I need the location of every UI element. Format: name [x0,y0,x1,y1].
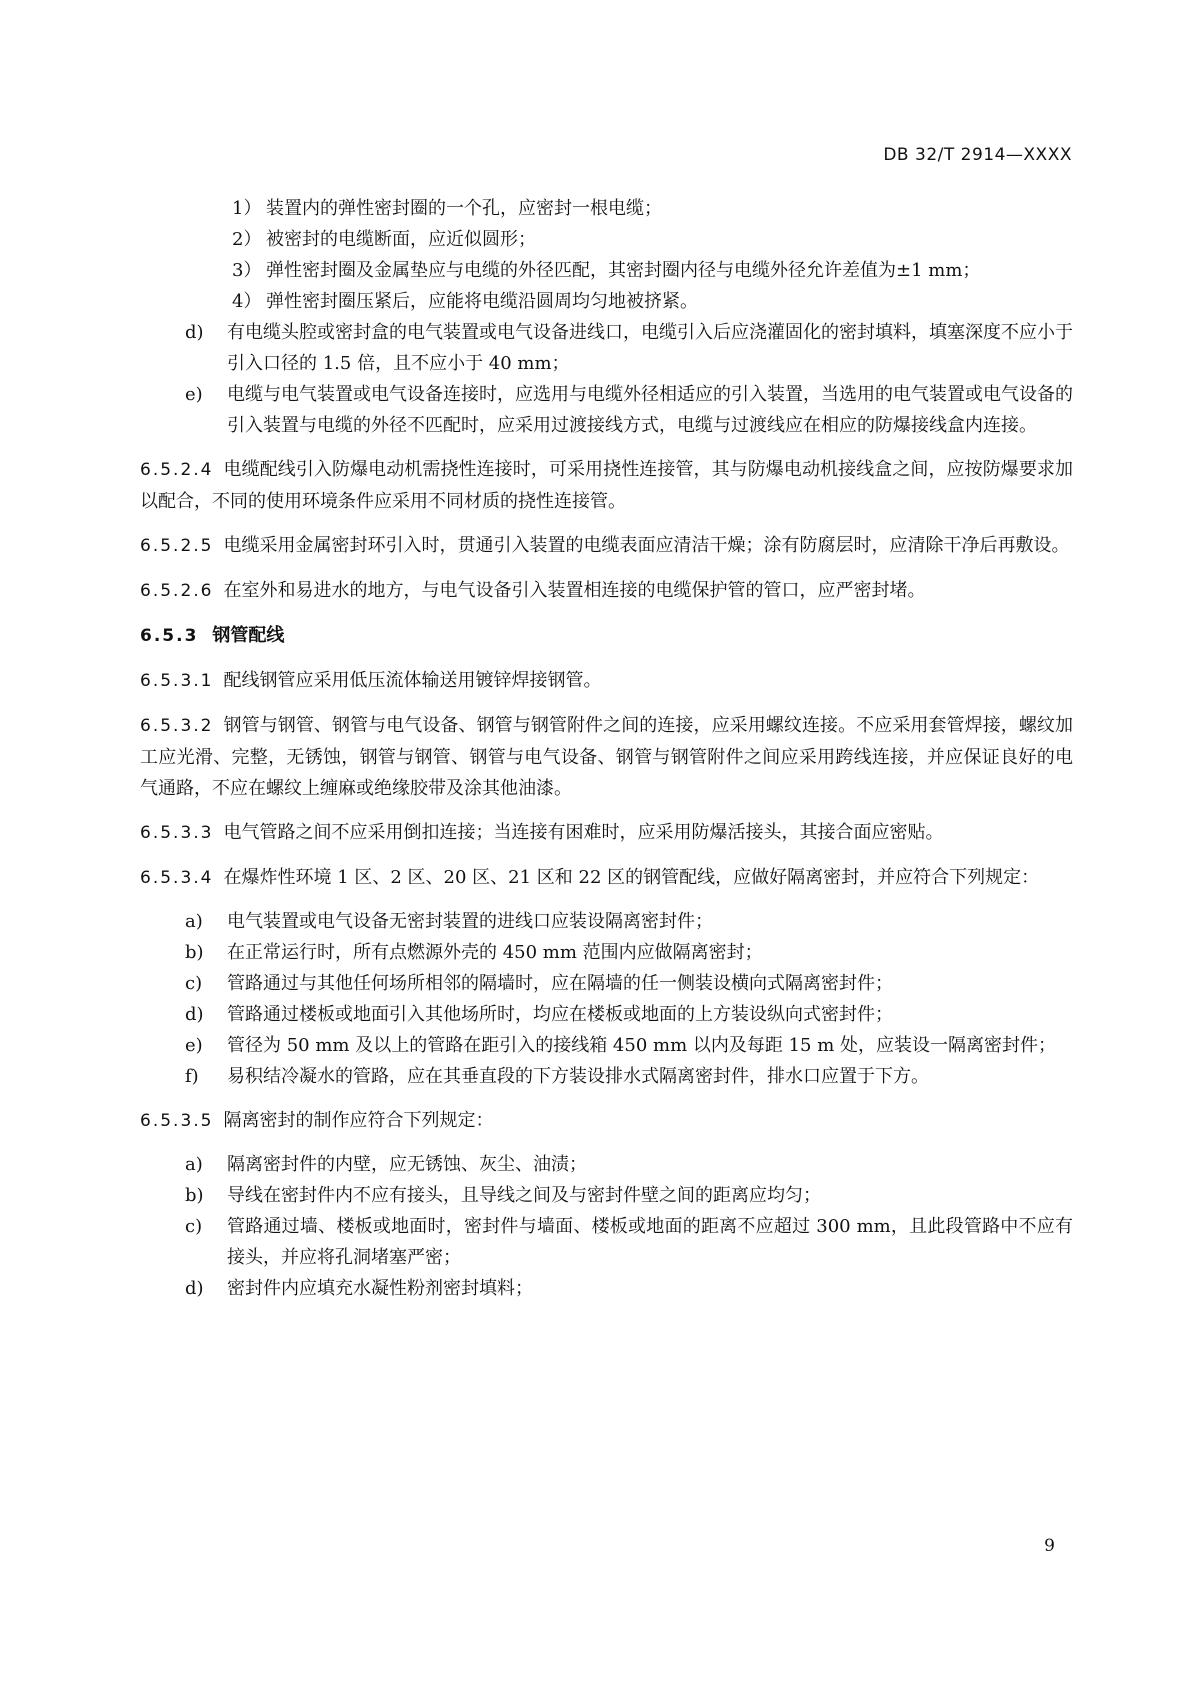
clause-number: 6.5.2.4 [140,460,214,480]
list-marker: d) [185,1278,204,1299]
list-text: 被密封的电缆断面，应近似圆形； [266,229,536,250]
standard-code: DB 32/T 2914—XXXX [883,145,1072,165]
list-item [140,1180,1073,1211]
list-marker: 3） [232,260,262,281]
clause-number: 6.5.3.3 [140,823,214,843]
clause-6-5-2-4 [140,454,1073,517]
list-text: 装置内的弹性密封圈的一个孔，应密封一根电缆； [266,198,662,219]
list-item [140,224,1073,255]
list-marker: 1） [232,198,262,219]
clause-text: 配线钢管应采用低压流体输送用镀锌焊接钢管。 [223,670,602,691]
clause-6-5-3-2 [140,710,1073,804]
list-marker: a) [185,1154,203,1175]
clause-number: 6.5.2.5 [140,536,214,556]
clause-text: 电缆采用金属密封环引入时，贯通引入装置的电缆表面应清洁干燥；涂有防腐层时，应清除干净后再敷设。 [223,535,1070,556]
list-item [140,999,1073,1030]
list-item [140,906,1073,937]
list-item [140,379,1073,441]
list-text: 在正常运行时，所有点燃源外壳的 450 mm 范围内应做隔离密封； [227,942,763,963]
list-text: 密封件内应填充水凝性粉剂密封填料； [227,1278,533,1299]
list-text: 隔离密封件的内壁，应无锈蚀、灰尘、油渍； [227,1154,587,1175]
list-item [140,286,1073,317]
clause-text: 在爆炸性环境 1 区、2 区、20 区、21 区和 22 区的钢管配线，应做好隔离密封，并应符合下列规定： [223,867,1040,888]
list-marker: e) [185,384,203,405]
list-item [140,255,1073,286]
clause-6-5-3-1 [140,665,1073,697]
list-item [140,193,1073,224]
clause-number: 6.5.3.2 [140,716,214,736]
list-marker: b) [185,942,204,963]
list-text: 管路通过楼板或地面引入其他场所时，均应在楼板或地面的上方装设纵向式密封件； [227,1004,893,1025]
list-marker: e) [185,1035,203,1056]
clause-text: 钢管与钢管、钢管与电气设备、钢管与钢管附件之间的连接，应采用螺纹连接。不应采用套管焊接，螺纹加工应光滑、完整，无锈蚀，钢管与钢管、钢管与电气设备、钢管与钢管附件之间应采用跨线连接，并应保证良好的电气通路，不应在螺纹上缠麻或绝缘胶带及涂其他油漆。 [140,715,1073,799]
clause-6-5-2-5 [140,530,1073,562]
list-text: 有电缆头腔或密封盒的电气装置或电气设备进线口，电缆引入后应浇灌固化的密封填料，填塞深度不应小于引入口径的 1.5 倍，且不应小于 40 mm； [227,322,1073,374]
list-text: 导线在密封件内不应有接头，且导线之间及与密封件壁之间的距离应均匀； [227,1185,821,1206]
list-text: 弹性密封圈压紧后，应能将电缆沿圆周均匀地被挤紧。 [266,291,698,312]
page-number: 9 [1044,1536,1055,1556]
section-title: 钢管配线 [212,625,285,646]
list-item [140,1273,1073,1304]
clause-number: 6.5.3.5 [140,1111,214,1131]
list-marker: d) [185,1004,204,1025]
list-marker: c) [185,973,203,994]
list-marker: c) [185,1216,203,1237]
list-item [140,1061,1073,1092]
section-number: 6.5.3 [140,626,199,646]
list-item [140,937,1073,968]
clause-text: 隔离密封的制作应符合下列规定： [223,1110,494,1131]
clause-text: 电气管路之间不应采用倒扣连接；当连接有困难时，应采用防爆活接头，其接合面应密贴。 [223,822,944,843]
list-text: 易积结冷凝水的管路，应在其垂直段的下方装设排水式隔离密封件，排水口应置于下方。 [227,1066,929,1087]
clause-number: 6.5.2.6 [140,581,214,601]
list-marker: 2） [232,229,262,250]
list-item [140,1149,1073,1180]
list-text: 管径为 50 mm 及以上的管路在距引入的接线箱 450 mm 以内及每距 15 m 处，应装设一隔离密封件； [227,1035,1056,1056]
list-item [140,1211,1073,1273]
clause-number: 6.5.3.1 [140,671,214,691]
clause-6-5-3-3 [140,817,1073,849]
list-item [140,968,1073,999]
list-text: 电气装置或电气设备无密封装置的进线口应装设隔离密封件； [227,911,713,932]
list-text: 管路通过与其他任何场所相邻的隔墙时，应在隔墙的任一侧装设横向式隔离密封件； [227,973,893,994]
list-item [140,1030,1073,1061]
document-body [140,193,1073,1304]
clause-6-5-2-6 [140,575,1073,607]
list-marker: f) [185,1066,199,1087]
list-marker: 4） [232,291,262,312]
list-marker: d) [185,322,204,343]
clause-text: 电缆配线引入防爆电动机需挠性连接时，可采用挠性连接管，其与防爆电动机接线盒之间，应按防爆要求加以配合，不同的使用环境条件应采用不同材质的挠性连接管。 [140,459,1073,512]
list-marker: a) [185,911,203,932]
section-heading [140,620,1073,652]
list-marker: b) [185,1185,204,1206]
clause-text: 在室外和易进水的地方，与电气设备引入装置相连接的电缆保护管的管口，应严密封堵。 [223,580,926,601]
clause-number: 6.5.3.4 [140,868,214,888]
clause-6-5-3-5 [140,1105,1073,1137]
list-text: 弹性密封圈及金属垫应与电缆的外径匹配，其密封圈内径与电缆外径允许差值为±1 mm； [266,260,981,281]
clause-6-5-3-4 [140,862,1073,894]
list-text: 电缆与电气装置或电气设备连接时，应选用与电缆外径相适应的引入装置，当选用的电气装置或电气设备的引入装置与电缆的外径不匹配时，应采用过渡接线方式，电缆与过渡线应在相应的防爆接线盒内连接。 [227,384,1073,436]
list-item [140,317,1073,379]
list-text: 管路通过墙、楼板或地面时，密封件与墙面、楼板或地面的距离不应超过 300 mm，且此段管路中不应有接头，并应将孔洞堵塞严密； [227,1216,1073,1268]
